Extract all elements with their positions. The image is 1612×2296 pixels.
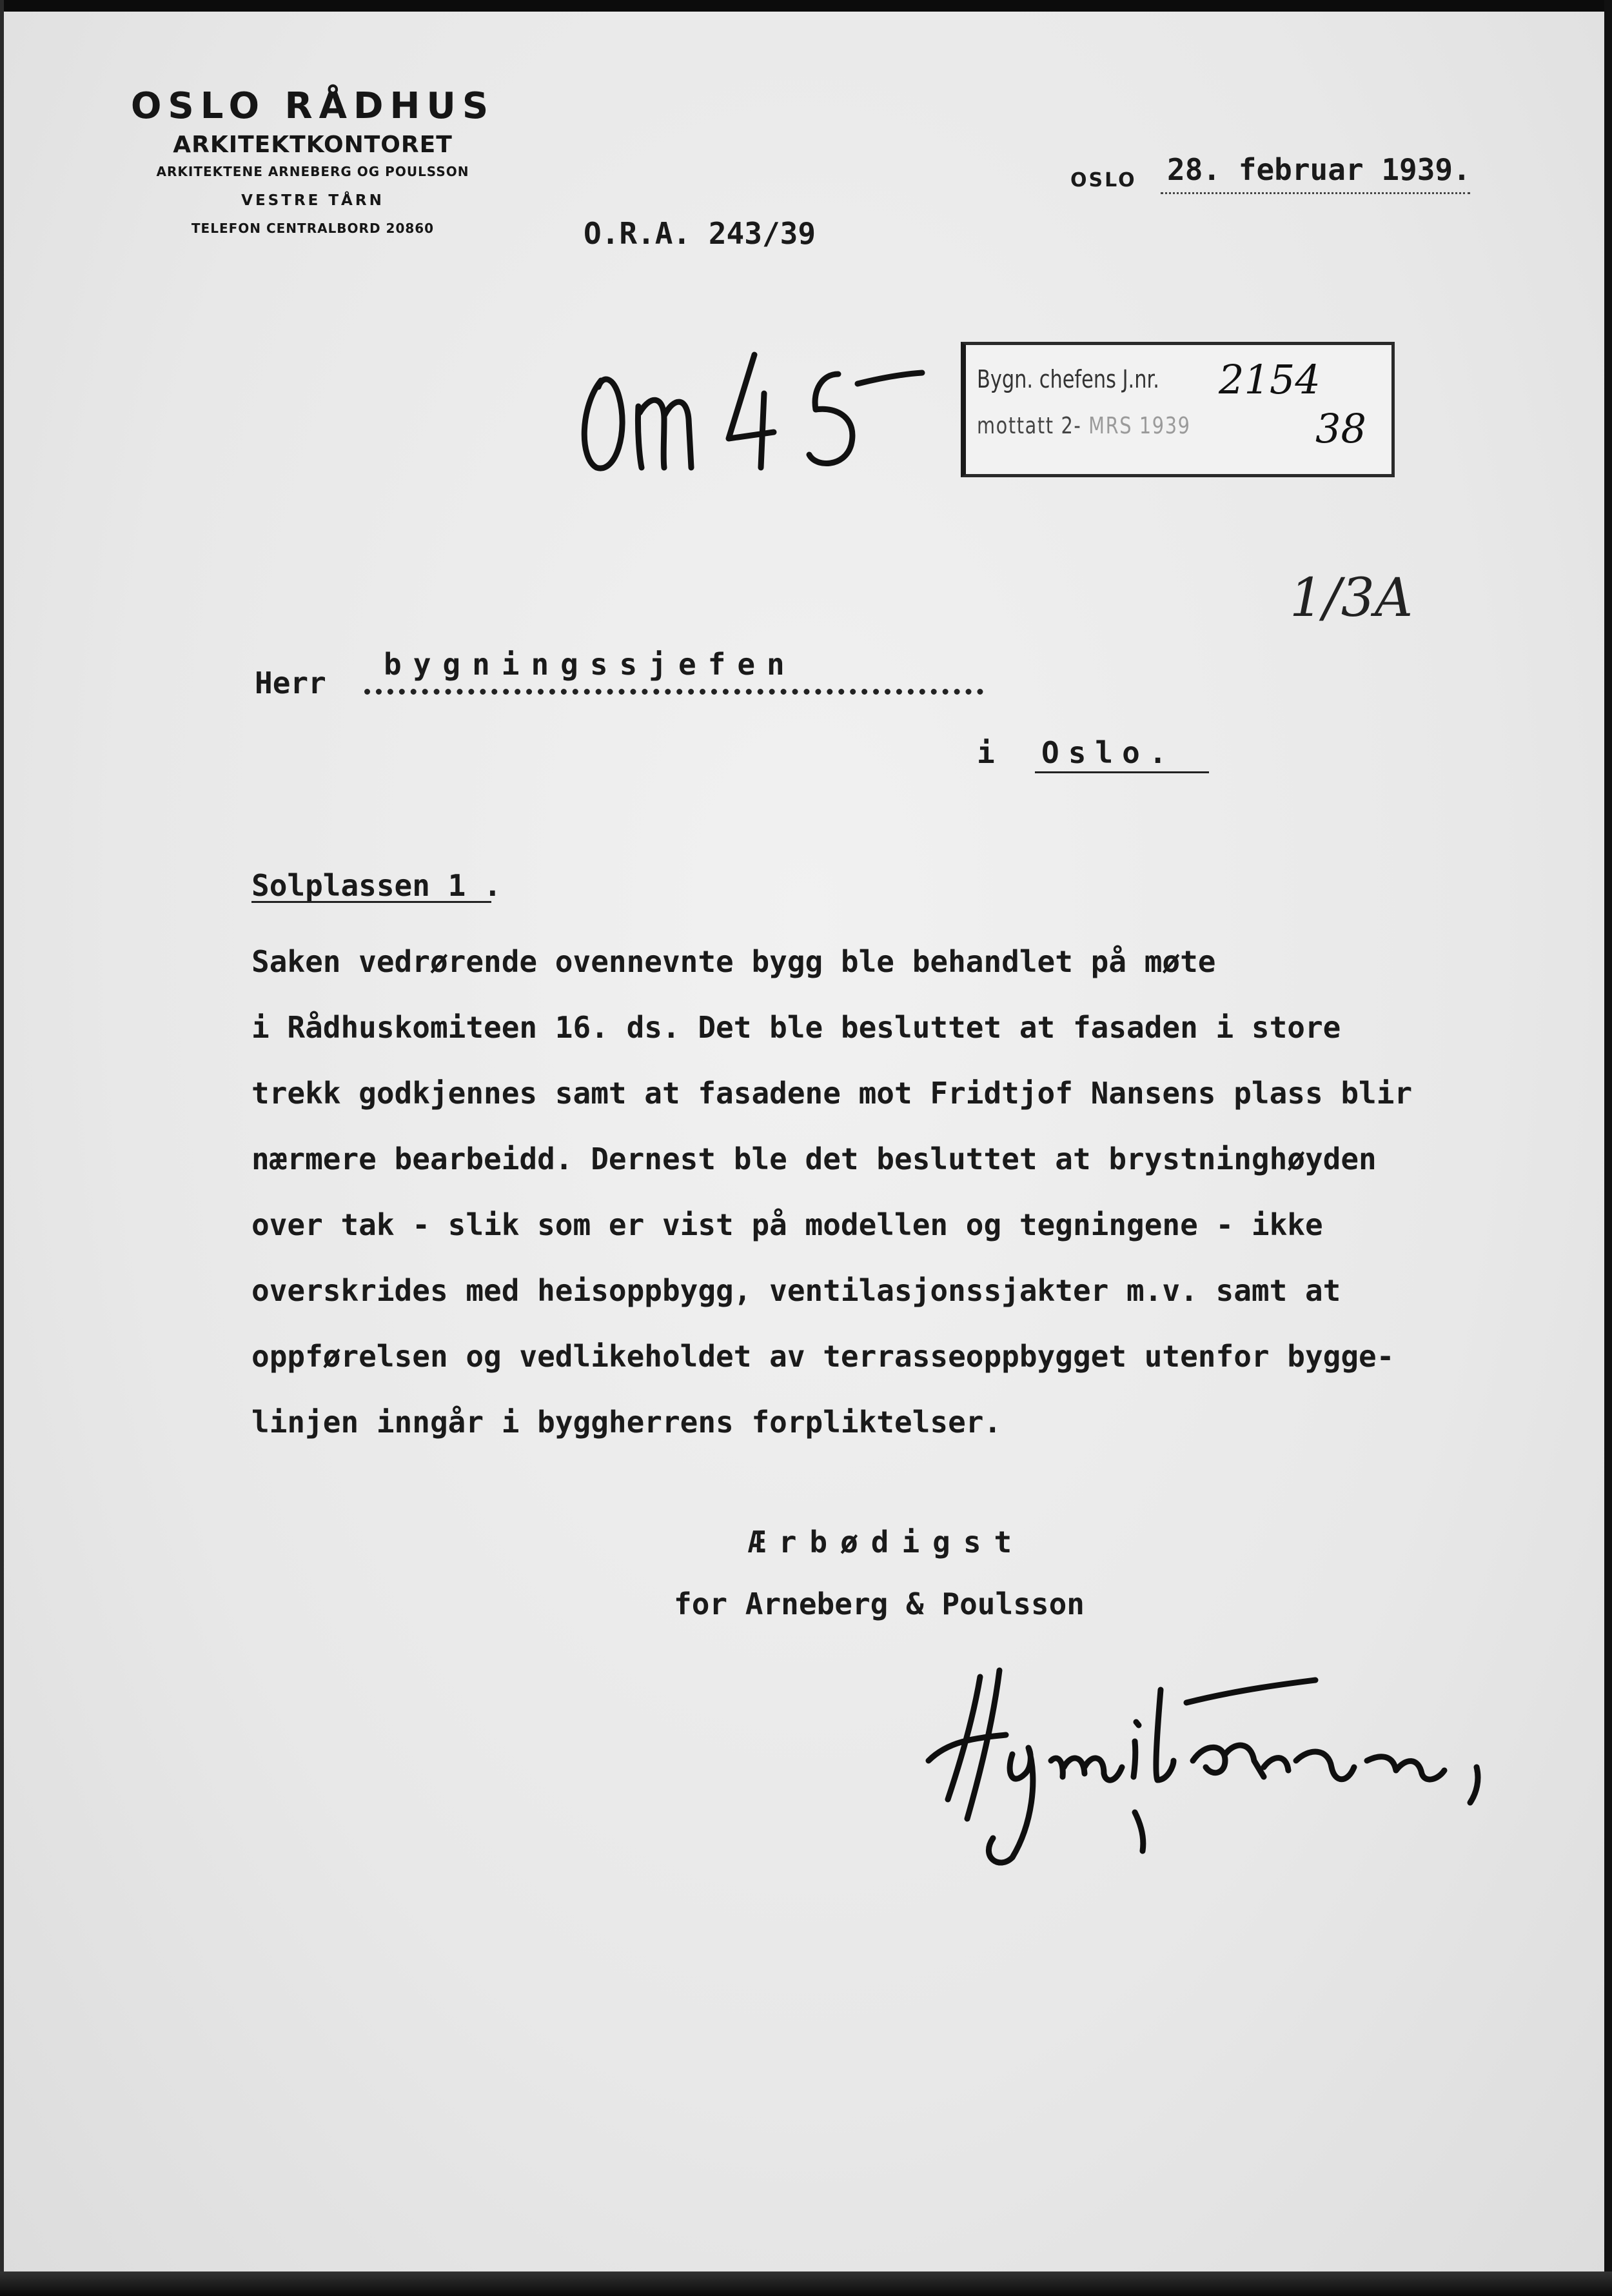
- stamp-journal-year: 38: [1315, 405, 1366, 452]
- date-dotted-line: [1161, 192, 1470, 194]
- salutation: Herr: [255, 666, 326, 700]
- closing: Ærbødigst: [748, 1525, 1025, 1559]
- body-line: overskrides med heisoppbygg, ventilasjonssjakter m.v. samt at: [251, 1273, 1341, 1308]
- handwritten-file-number: [567, 335, 929, 490]
- stamp-journal-label: Bygn. chefens J.nr.: [977, 365, 1159, 393]
- handwritten-mark: 1/3A: [1290, 568, 1413, 629]
- body-line: linjen inngår i byggherrens forpliktelser.: [251, 1405, 1002, 1440]
- letter-date: 28. februar 1939.: [1167, 152, 1471, 187]
- body-line: nærmere bearbeidd. Dernest ble det besluttet at brystninghøyden: [251, 1142, 1377, 1176]
- recipient-dotted-line: [364, 689, 983, 695]
- body-line: trekk godkjennes samt at fasadene mot Fridtjof Nansens plass blir: [251, 1076, 1413, 1111]
- scan-border-top: [0, 0, 1612, 12]
- body-line: Saken vedrørende ovennevnte bygg ble behandlet på møte: [251, 944, 1216, 979]
- letter-body: [251, 929, 1554, 1455]
- recipient-preposition: i: [977, 735, 995, 770]
- city-underline: [1035, 771, 1209, 773]
- letterhead-phone: TELEFON CENTRALBORD 20860: [191, 221, 435, 236]
- stamp-received-label: mottatt: [977, 413, 1054, 439]
- scan-border-bottom: [0, 2271, 1612, 2296]
- recipient-city: Oslo.: [1041, 735, 1176, 770]
- letterhead-title: OSLO RÅDHUS: [130, 85, 495, 127]
- recipient-name: bygningssjefen: [384, 647, 796, 682]
- letterhead-architects: ARKITEKTENE ARNEBERG OG POULSSON: [156, 164, 469, 179]
- reference-number: O.R.A. 243/39: [584, 216, 816, 251]
- handwritten-signature: [903, 1664, 1509, 1877]
- scan-border-left: [0, 0, 4, 2296]
- body-line: i Rådhuskomiteen 16. ds. Det ble besluttet at fasaden i store: [251, 1010, 1341, 1045]
- stamp-journal-number: 2154: [1219, 356, 1321, 403]
- scan-border-right: [1604, 0, 1612, 2296]
- signatory-firm: for Arneberg & Poulsson: [674, 1587, 1085, 1621]
- letterhead-office: ARKITEKTKONTORET: [173, 132, 453, 158]
- stamp-received-line: [977, 413, 1191, 439]
- place-name: OSLO: [1070, 169, 1137, 192]
- body-line: oppførelsen og vedlikeholdet av terrasseoppbygget utenfor bygge-: [251, 1339, 1395, 1374]
- subject-underline: [251, 901, 491, 903]
- subject-line: Solplassen 1 .: [251, 868, 502, 903]
- stamp-received-date: 2-: [1061, 413, 1082, 439]
- letterhead-tower: VESTRE TÅRN: [241, 192, 384, 209]
- stamp-received-rest: MRS 1939: [1088, 413, 1191, 439]
- body-line: over tak - slik som er vist på modellen og tegningene - ikke: [251, 1207, 1323, 1242]
